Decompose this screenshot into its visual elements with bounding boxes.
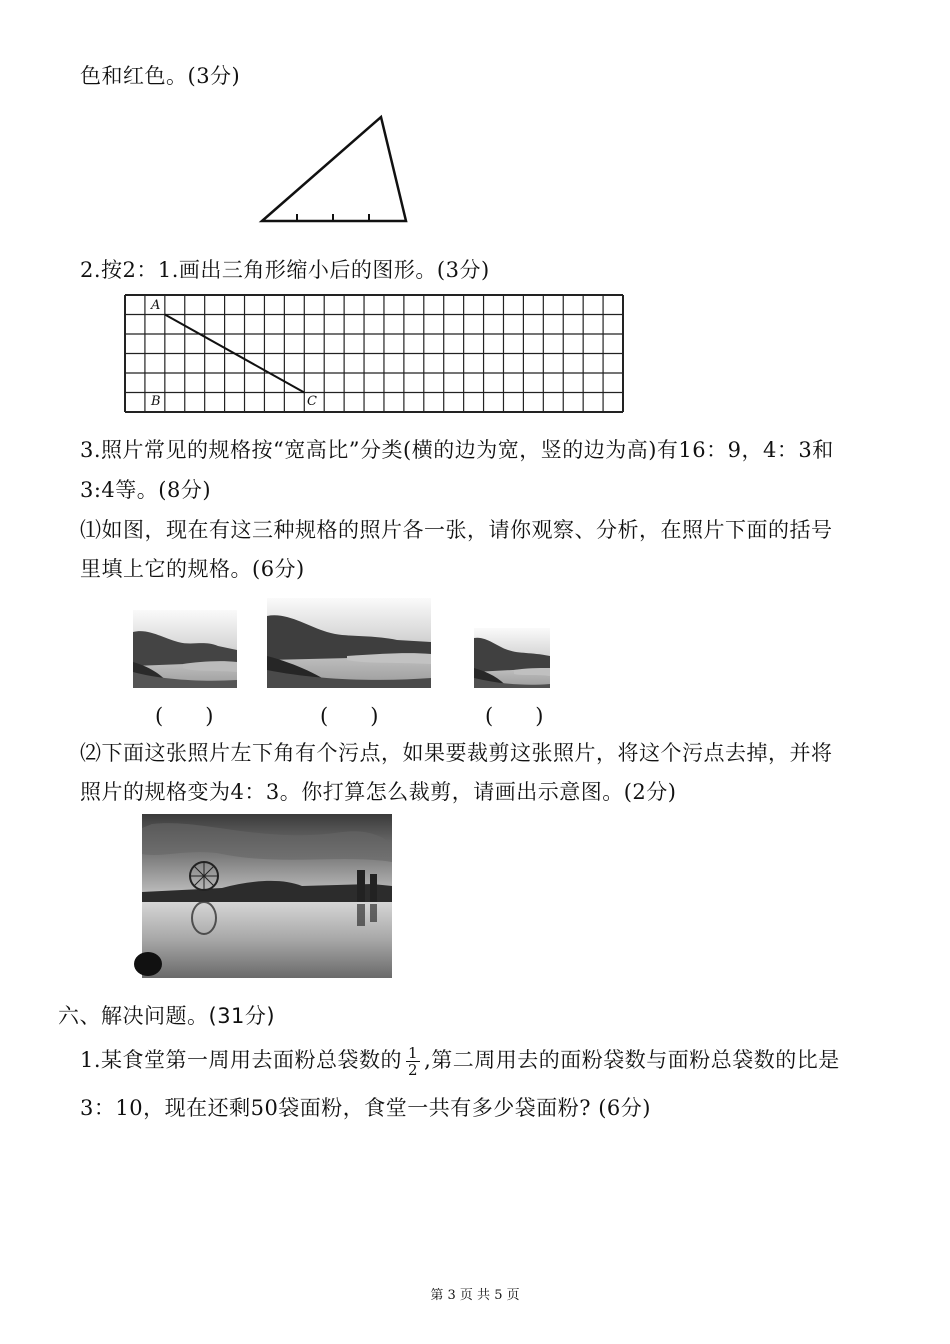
sub-question-1-line-1: ⑴如图，现在有这三种规格的照片各一张，请你观察、分析，在照片下面的括号 [80, 518, 833, 542]
problem-1-line-2: 3：10，现在还剩50袋面粉，食堂一共有多少袋面粉? (6分) [80, 1096, 651, 1120]
grid-label-b: B [151, 394, 162, 409]
lake-photo [142, 814, 392, 978]
section-6-title: 六、解决问题。(31分) [58, 1004, 276, 1028]
question-2: 2.按2：1.画出三角形缩小后的图形。(3分) [80, 258, 490, 282]
fraction-numerator: 1 [408, 1044, 419, 1062]
answer-paren-3[interactable]: ( ) [485, 704, 544, 728]
sub-question-2-line-2: 照片的规格变为4：3。你打算怎么裁剪，请画出示意图。(2分) [80, 780, 677, 804]
photo-wide [267, 598, 431, 688]
fraction-one-half [406, 1045, 420, 1078]
problem-1-line-1 [80, 1044, 840, 1078]
fraction-denominator: 2 [408, 1061, 419, 1079]
answer-paren-1[interactable]: ( ) [155, 704, 214, 728]
sub-question-2-line-1: ⑵下面这张照片左下角有个污点，如果要裁剪这张照片，将这个污点去掉，并将 [80, 741, 833, 765]
problem-1-text-post: ,第二周用去的面粉袋数与面粉总袋数的比是 [424, 1048, 840, 1072]
grid-label-c: C [307, 394, 318, 409]
text-line-1: 色和红色。(3分) [80, 64, 241, 88]
grid-label-a: A [151, 298, 161, 313]
question-3-line-1: 3.照片常见的规格按“宽高比”分类(横的边为宽，竖的边为高)有16：9，4：3和 [80, 438, 834, 462]
problem-1-text-pre: 1.某食堂第一周用去面粉总袋数的 [80, 1048, 403, 1072]
photo-16-9-like [133, 610, 237, 688]
page-footer: 第 3 页 共 5 页 [430, 1288, 520, 1303]
question-3-line-2: 3:4等。(8分) [80, 478, 212, 502]
sub-question-1-line-2: 里填上它的规格。(6分) [80, 557, 305, 581]
photo-narrow [474, 628, 550, 688]
answer-paren-2[interactable]: ( ) [320, 704, 379, 728]
